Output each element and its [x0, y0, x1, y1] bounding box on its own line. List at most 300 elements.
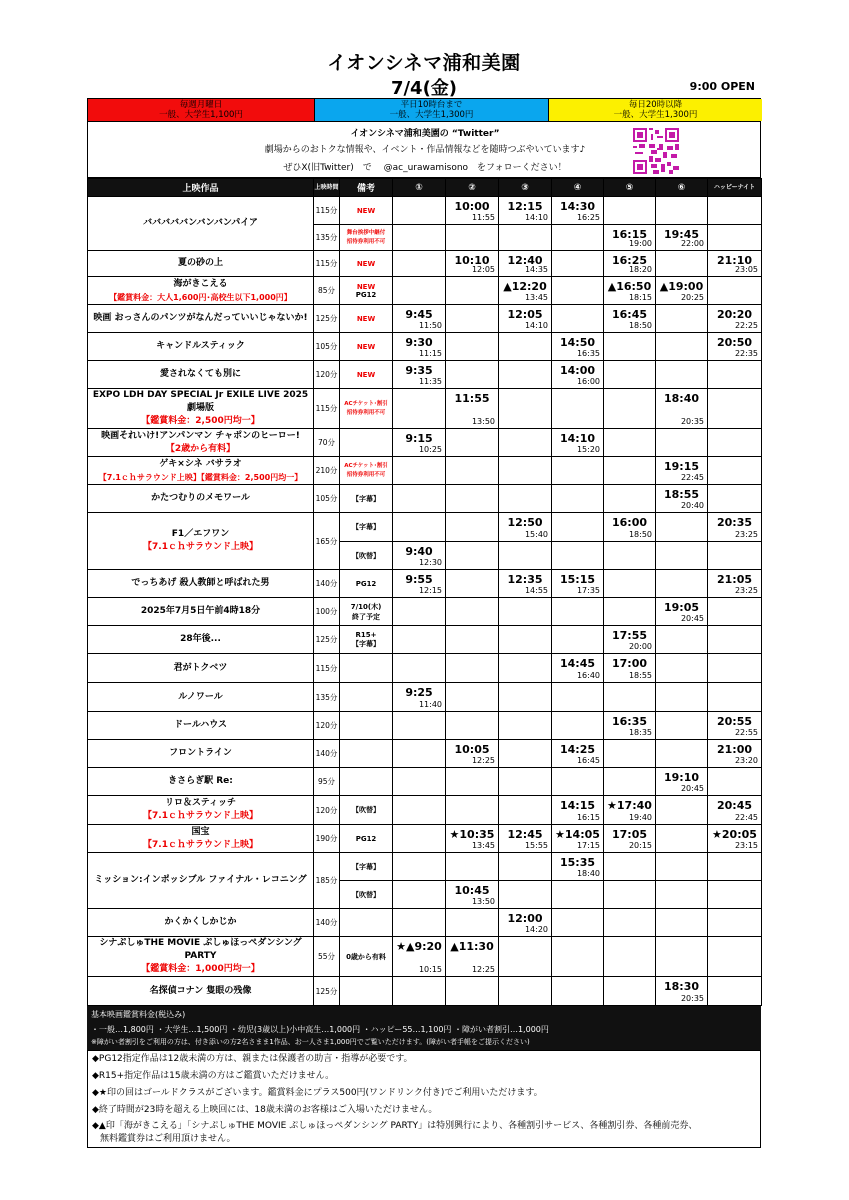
showtime[interactable] — [446, 825, 499, 853]
showtime[interactable] — [499, 277, 552, 305]
start-time: 16:00 — [611, 516, 647, 529]
empty-slot — [656, 683, 708, 712]
start-time: 21:05 — [716, 573, 752, 586]
movie-title — [88, 626, 314, 654]
note-item: ◆終了時間が23時を超える上映回には、18歳未満のお客様はご入場いただけません。 — [92, 1105, 438, 1115]
col-happy-night: ハッピーナイト — [708, 179, 762, 197]
movie-row — [88, 429, 762, 457]
start-time: 14:45 — [559, 657, 595, 670]
movie-title — [88, 768, 314, 796]
remarks: 【字幕】 — [340, 513, 393, 542]
empty-slot — [393, 626, 446, 654]
empty-slot — [604, 542, 656, 570]
empty-slot — [393, 251, 446, 277]
empty-slot — [499, 457, 552, 485]
empty-slot — [393, 768, 446, 796]
remarks: NEW — [340, 305, 393, 333]
movie-title — [88, 740, 314, 768]
showtime[interactable] — [552, 429, 604, 457]
end-time: 19:40 — [628, 813, 652, 822]
showtime[interactable] — [552, 825, 604, 853]
movie-title-text: ドールハウス — [174, 720, 227, 730]
showtime[interactable] — [446, 251, 499, 277]
end-time: 20:45 — [680, 614, 704, 623]
col-slot-3: ③ — [499, 179, 552, 197]
movie-title — [88, 389, 314, 429]
start-time: 16:45 — [611, 308, 647, 321]
showtime[interactable] — [708, 712, 762, 740]
end-time: 20:40 — [680, 501, 704, 510]
empty-slot — [604, 768, 656, 796]
empty-slot — [656, 251, 708, 277]
showtime[interactable] — [499, 305, 552, 333]
showtime[interactable] — [604, 277, 656, 305]
runtime: 70分 — [314, 429, 340, 457]
movie-title — [88, 333, 314, 361]
empty-slot — [656, 570, 708, 598]
movie-title — [88, 305, 314, 333]
empty-slot — [499, 937, 552, 977]
start-time: ▲19:00 — [659, 280, 704, 293]
empty-slot — [604, 389, 656, 429]
showtime[interactable] — [393, 305, 446, 333]
remarks: 【吹替】 — [340, 796, 393, 825]
movie-title-text: 28年後... — [180, 634, 221, 644]
empty-slot — [393, 825, 446, 853]
showtime[interactable] — [708, 825, 762, 853]
movie-row — [88, 740, 762, 768]
movie-title — [88, 513, 314, 570]
showtime[interactable] — [552, 361, 604, 389]
movie-row — [88, 513, 762, 542]
movie-title — [88, 251, 314, 277]
end-time: 16:35 — [576, 349, 600, 358]
end-time: 11:50 — [418, 321, 442, 330]
empty-slot — [446, 570, 499, 598]
showtime[interactable] — [499, 251, 552, 277]
end-time: 16:40 — [576, 671, 600, 680]
showtime[interactable] — [393, 429, 446, 457]
showtime[interactable] — [708, 305, 762, 333]
movie-title — [88, 796, 314, 825]
empty-slot — [552, 457, 604, 485]
movie-title-text: F1／エフワン — [171, 529, 230, 539]
showtime[interactable] — [393, 542, 446, 570]
showtime[interactable] — [604, 712, 656, 740]
remarks: NEW — [340, 197, 393, 225]
showtime[interactable] — [708, 570, 762, 598]
end-time: 20:00 — [628, 642, 652, 651]
movie-title-text: バババババンバンバンパイア — [143, 218, 258, 228]
empty-slot — [393, 853, 446, 881]
movie-row — [88, 796, 762, 825]
remarks — [340, 977, 393, 1006]
start-time: 19:45 — [663, 228, 699, 241]
empty-slot — [552, 305, 604, 333]
empty-slot — [604, 909, 656, 937]
movie-row — [88, 485, 762, 513]
discount-band-morning: 平日10時台まで 一般、大学生1,300円 — [315, 99, 549, 121]
start-time: 16:25 — [611, 254, 647, 267]
discount-band-monday: 毎週月曜日 一般、大学生1,100円 — [88, 99, 315, 121]
empty-slot — [446, 542, 499, 570]
showtime[interactable] — [552, 853, 604, 881]
empty-slot — [552, 626, 604, 654]
movie-title-text: 夏の砂の上 — [177, 258, 223, 268]
twitter-info-box — [87, 122, 761, 178]
showtime[interactable] — [656, 768, 708, 796]
showtime[interactable] — [708, 333, 762, 361]
showtime[interactable] — [604, 796, 656, 825]
movie-title — [88, 825, 314, 853]
runtime: 125分 — [314, 626, 340, 654]
empty-slot — [656, 333, 708, 361]
empty-slot — [499, 796, 552, 825]
start-time: 14:00 — [559, 364, 595, 377]
end-time: 13:45 — [471, 841, 495, 850]
showtime[interactable] — [604, 626, 656, 654]
movie-row — [88, 853, 762, 881]
showtime[interactable] — [656, 977, 708, 1006]
empty-slot — [393, 457, 446, 485]
showtime[interactable] — [552, 654, 604, 683]
showtime[interactable] — [656, 485, 708, 513]
showtime[interactable] — [708, 796, 762, 825]
empty-slot — [446, 429, 499, 457]
showtime[interactable] — [708, 513, 762, 542]
end-time: 20:35 — [680, 417, 704, 426]
showtime[interactable] — [708, 251, 762, 277]
start-time: ★17:40 — [607, 799, 652, 812]
showtime[interactable] — [499, 909, 552, 937]
empty-slot — [499, 389, 552, 429]
showtime[interactable] — [552, 333, 604, 361]
empty-slot — [604, 937, 656, 977]
showtime[interactable] — [446, 197, 499, 225]
empty-slot — [708, 429, 762, 457]
end-time: 18:50 — [628, 321, 652, 330]
empty-slot — [656, 881, 708, 909]
movie-title-text: ミッション:インポッシブル ファイナル・レコニング — [94, 875, 307, 885]
end-time: 20:15 — [628, 841, 652, 850]
empty-slot — [604, 333, 656, 361]
start-time: 9:55 — [405, 573, 433, 586]
start-time: 16:35 — [611, 715, 647, 728]
empty-slot — [499, 853, 552, 881]
col-slot-5: ⑤ — [604, 179, 656, 197]
runtime: 210分 — [314, 457, 340, 485]
col-slot-2: ② — [446, 179, 499, 197]
empty-slot — [552, 937, 604, 977]
end-time: 23:05 — [734, 265, 758, 274]
empty-slot — [708, 277, 762, 305]
empty-slot — [656, 825, 708, 853]
empty-slot — [499, 542, 552, 570]
movie-row — [88, 305, 762, 333]
end-time: 23:25 — [734, 530, 758, 539]
start-time: 14:30 — [559, 200, 595, 213]
movie-title-text: ゲキ×シネ バサラオ — [159, 458, 242, 469]
end-time: 12:25 — [471, 965, 495, 974]
end-time: 14:55 — [524, 586, 548, 595]
end-time: 20:35 — [680, 994, 704, 1003]
empty-slot — [708, 598, 762, 626]
end-time: 11:40 — [418, 700, 442, 709]
runtime: 140分 — [314, 740, 340, 768]
movie-title — [88, 977, 314, 1006]
end-time: 22:00 — [680, 239, 704, 248]
remarks — [340, 429, 393, 457]
movie-row — [88, 712, 762, 740]
movie-row — [88, 909, 762, 937]
empty-slot — [446, 654, 499, 683]
empty-slot — [552, 683, 604, 712]
movie-title-text: シナぷしゅTHE MOVIE ぷしゅほっぺダンシング PARTY — [99, 938, 302, 961]
remarks — [340, 740, 393, 768]
table-header-row — [88, 179, 762, 197]
movie-subtitle: 【2歳から有料】 — [165, 443, 236, 454]
showtime[interactable] — [499, 197, 552, 225]
runtime: 105分 — [314, 333, 340, 361]
empty-slot — [499, 225, 552, 251]
showtime[interactable] — [656, 225, 708, 251]
showtime[interactable] — [393, 361, 446, 389]
start-time: 14:10 — [559, 432, 595, 445]
empty-slot — [708, 683, 762, 712]
showtime[interactable] — [604, 654, 656, 683]
movie-subtitle: 【鑑賞料金：1,000円均一】 — [141, 964, 260, 974]
showtime[interactable] — [499, 513, 552, 542]
empty-slot — [708, 626, 762, 654]
start-time: 12:00 — [507, 912, 543, 925]
showtime[interactable] — [446, 937, 499, 977]
movie-title-text: 2025年7月5日午前4時18分 — [140, 606, 261, 616]
movie-title — [88, 277, 314, 305]
showtime[interactable] — [552, 796, 604, 825]
end-time: 16:00 — [576, 377, 600, 386]
empty-slot — [499, 712, 552, 740]
page-title: イオンシネマ浦和美園 — [327, 52, 521, 74]
empty-slot — [552, 542, 604, 570]
pricing-heading: 基本映画鑑賞料金(税込み) — [91, 1010, 186, 1019]
showtime[interactable] — [604, 251, 656, 277]
showtime[interactable] — [604, 513, 656, 542]
showtime[interactable] — [446, 881, 499, 909]
schedule-date: 7/4(金) — [390, 78, 458, 99]
remarks: PG12 — [340, 825, 393, 853]
empty-slot — [708, 542, 762, 570]
movie-title-text: EXPO LDH DAY SPECIAL Jr EXILE LIVE 2025 劇場版 — [92, 390, 309, 413]
empty-slot — [446, 598, 499, 626]
start-time: 19:10 — [663, 771, 699, 784]
showtime[interactable] — [552, 197, 604, 225]
showtime[interactable] — [656, 277, 708, 305]
empty-slot — [393, 740, 446, 768]
empty-slot — [499, 740, 552, 768]
empty-slot — [446, 977, 499, 1006]
end-time: 16:15 — [576, 813, 600, 822]
empty-slot — [552, 977, 604, 1006]
empty-slot — [393, 513, 446, 542]
movie-title-text: フロントライン — [169, 748, 232, 758]
start-time: ▲11:30 — [450, 940, 494, 953]
showtime[interactable] — [552, 570, 604, 598]
col-note: 備考 — [340, 179, 393, 197]
empty-slot — [708, 197, 762, 225]
empty-slot — [552, 225, 604, 251]
movie-title-text: 名探偵コナン 隻眼の残像 — [149, 985, 252, 996]
remarks: 【吹替】 — [340, 542, 393, 570]
empty-slot — [446, 277, 499, 305]
end-time: 22:55 — [734, 728, 758, 737]
empty-slot — [552, 485, 604, 513]
end-time: 15:20 — [576, 445, 600, 454]
empty-slot — [393, 225, 446, 251]
empty-slot — [393, 909, 446, 937]
movie-row — [88, 361, 762, 389]
showtime[interactable] — [446, 740, 499, 768]
movie-title-text: 映画 おっさんのパンツがなんだっていいじゃないか! — [93, 313, 308, 323]
movie-row — [88, 251, 762, 277]
showtime-table-body — [88, 197, 762, 1006]
empty-slot — [656, 796, 708, 825]
empty-slot — [708, 768, 762, 796]
empty-slot — [446, 683, 499, 712]
movie-subtitle: 【7.1ｃｈサラウンド上映】 — [143, 811, 258, 821]
showtime[interactable] — [656, 457, 708, 485]
empty-slot — [499, 598, 552, 626]
movie-row — [88, 937, 762, 977]
runtime: 115分 — [314, 654, 340, 683]
end-time: 11:15 — [418, 349, 442, 358]
opening-time: 9:00 OPEN — [689, 80, 755, 93]
movie-row — [88, 626, 762, 654]
runtime: 120分 — [314, 796, 340, 825]
empty-slot — [708, 389, 762, 429]
movie-title — [88, 197, 314, 251]
movie-row — [88, 654, 762, 683]
start-time: 9:30 — [405, 336, 433, 349]
movie-row — [88, 977, 762, 1006]
end-time: 23:20 — [734, 756, 758, 765]
showtime[interactable] — [393, 937, 446, 977]
remarks: ACチケット･割引 招待券利用不可 — [340, 457, 393, 485]
empty-slot — [393, 712, 446, 740]
empty-slot — [552, 712, 604, 740]
runtime: 165分 — [314, 513, 340, 570]
note-item: ◆PG12指定作品は12歳未満の方は、親または保護者の助言・指導が必要です。 — [92, 1054, 413, 1064]
start-time: 21:00 — [716, 743, 752, 756]
movie-subtitle: 【7.1ｃｈサラウンド上映】 — [143, 839, 258, 850]
start-time: 12:15 — [507, 200, 543, 213]
showtime[interactable] — [708, 740, 762, 768]
empty-slot — [604, 457, 656, 485]
start-time: ★14:05 — [555, 828, 600, 841]
remarks: 【字幕】 — [340, 853, 393, 881]
empty-slot — [446, 333, 499, 361]
end-time: 10:15 — [418, 965, 442, 974]
end-time: 18:50 — [628, 530, 652, 539]
empty-slot — [604, 853, 656, 881]
end-time: 14:10 — [524, 213, 548, 222]
remarks — [340, 654, 393, 683]
remarks: R15+ 【字幕】 — [340, 626, 393, 654]
end-time: 12:05 — [471, 265, 495, 274]
movie-row — [88, 683, 762, 712]
end-time: 18:40 — [576, 869, 600, 878]
start-time: 20:20 — [716, 308, 752, 321]
movie-row — [88, 457, 762, 485]
showtime[interactable] — [393, 570, 446, 598]
empty-slot — [499, 626, 552, 654]
movie-row — [88, 598, 762, 626]
end-time: 13:50 — [471, 417, 495, 426]
end-time: 22:45 — [680, 473, 704, 482]
movie-title-text: リロ＆スティッチ — [164, 798, 237, 808]
start-time: 9:35 — [405, 364, 433, 377]
showtime[interactable] — [552, 740, 604, 768]
note-item: ◆▲印「海がきこえる」「シナぷしゅTHE MOVIE ぷしゅほっぺダンシング PARTY」は特別興行により、各種割引サービス、各種割引券、各種前売券、 — [92, 1121, 698, 1131]
empty-slot — [708, 853, 762, 881]
empty-slot — [552, 598, 604, 626]
end-time: 14:35 — [524, 265, 548, 274]
runtime: 105分 — [314, 485, 340, 513]
showtime[interactable] — [499, 570, 552, 598]
showtime[interactable] — [604, 825, 656, 853]
showtime[interactable] — [393, 683, 446, 712]
runtime: 100分 — [314, 598, 340, 626]
start-time: 20:35 — [716, 516, 752, 529]
empty-slot — [604, 881, 656, 909]
remarks: 【字幕】 — [340, 485, 393, 513]
start-time: 10:05 — [454, 743, 490, 756]
col-slot-4: ④ — [552, 179, 604, 197]
movie-title-text: かくかくしかじか — [164, 917, 237, 927]
runtime: 190分 — [314, 825, 340, 853]
end-time: 23:15 — [734, 841, 758, 850]
start-time: 20:45 — [716, 799, 752, 812]
empty-slot — [499, 485, 552, 513]
empty-slot — [708, 881, 762, 909]
start-time: ★20:05 — [712, 828, 757, 841]
empty-slot — [656, 654, 708, 683]
end-time: 12:30 — [418, 558, 442, 567]
showtime[interactable] — [499, 825, 552, 853]
pricing-list: ・一般…1,800円 ・大学生…1,500円 ・幼児(3歳以上)小中高生…1,000円 ・ハッピー55…1,100円 ・障がい者割引…1,000円 — [91, 1025, 549, 1034]
empty-slot — [446, 225, 499, 251]
showtime[interactable] — [656, 598, 708, 626]
start-time: 12:50 — [507, 516, 543, 529]
showtime[interactable] — [656, 389, 708, 429]
start-time: 9:25 — [405, 686, 433, 699]
empty-slot — [499, 333, 552, 361]
start-time: 10:10 — [454, 254, 490, 267]
showtime[interactable] — [446, 389, 499, 429]
showtime[interactable] — [604, 305, 656, 333]
movie-title — [88, 361, 314, 389]
showtime[interactable] — [604, 225, 656, 251]
empty-slot — [708, 977, 762, 1006]
start-time: 19:15 — [663, 460, 699, 473]
showtime[interactable] — [393, 333, 446, 361]
qr-code-icon[interactable] — [633, 128, 679, 174]
empty-slot — [552, 909, 604, 937]
empty-slot — [446, 768, 499, 796]
movie-title-text: 愛されなくても別に — [159, 369, 241, 379]
remarks: NEW PG12 — [340, 277, 393, 305]
start-time: ★10:35 — [449, 828, 495, 841]
end-time: 22:35 — [734, 349, 758, 358]
